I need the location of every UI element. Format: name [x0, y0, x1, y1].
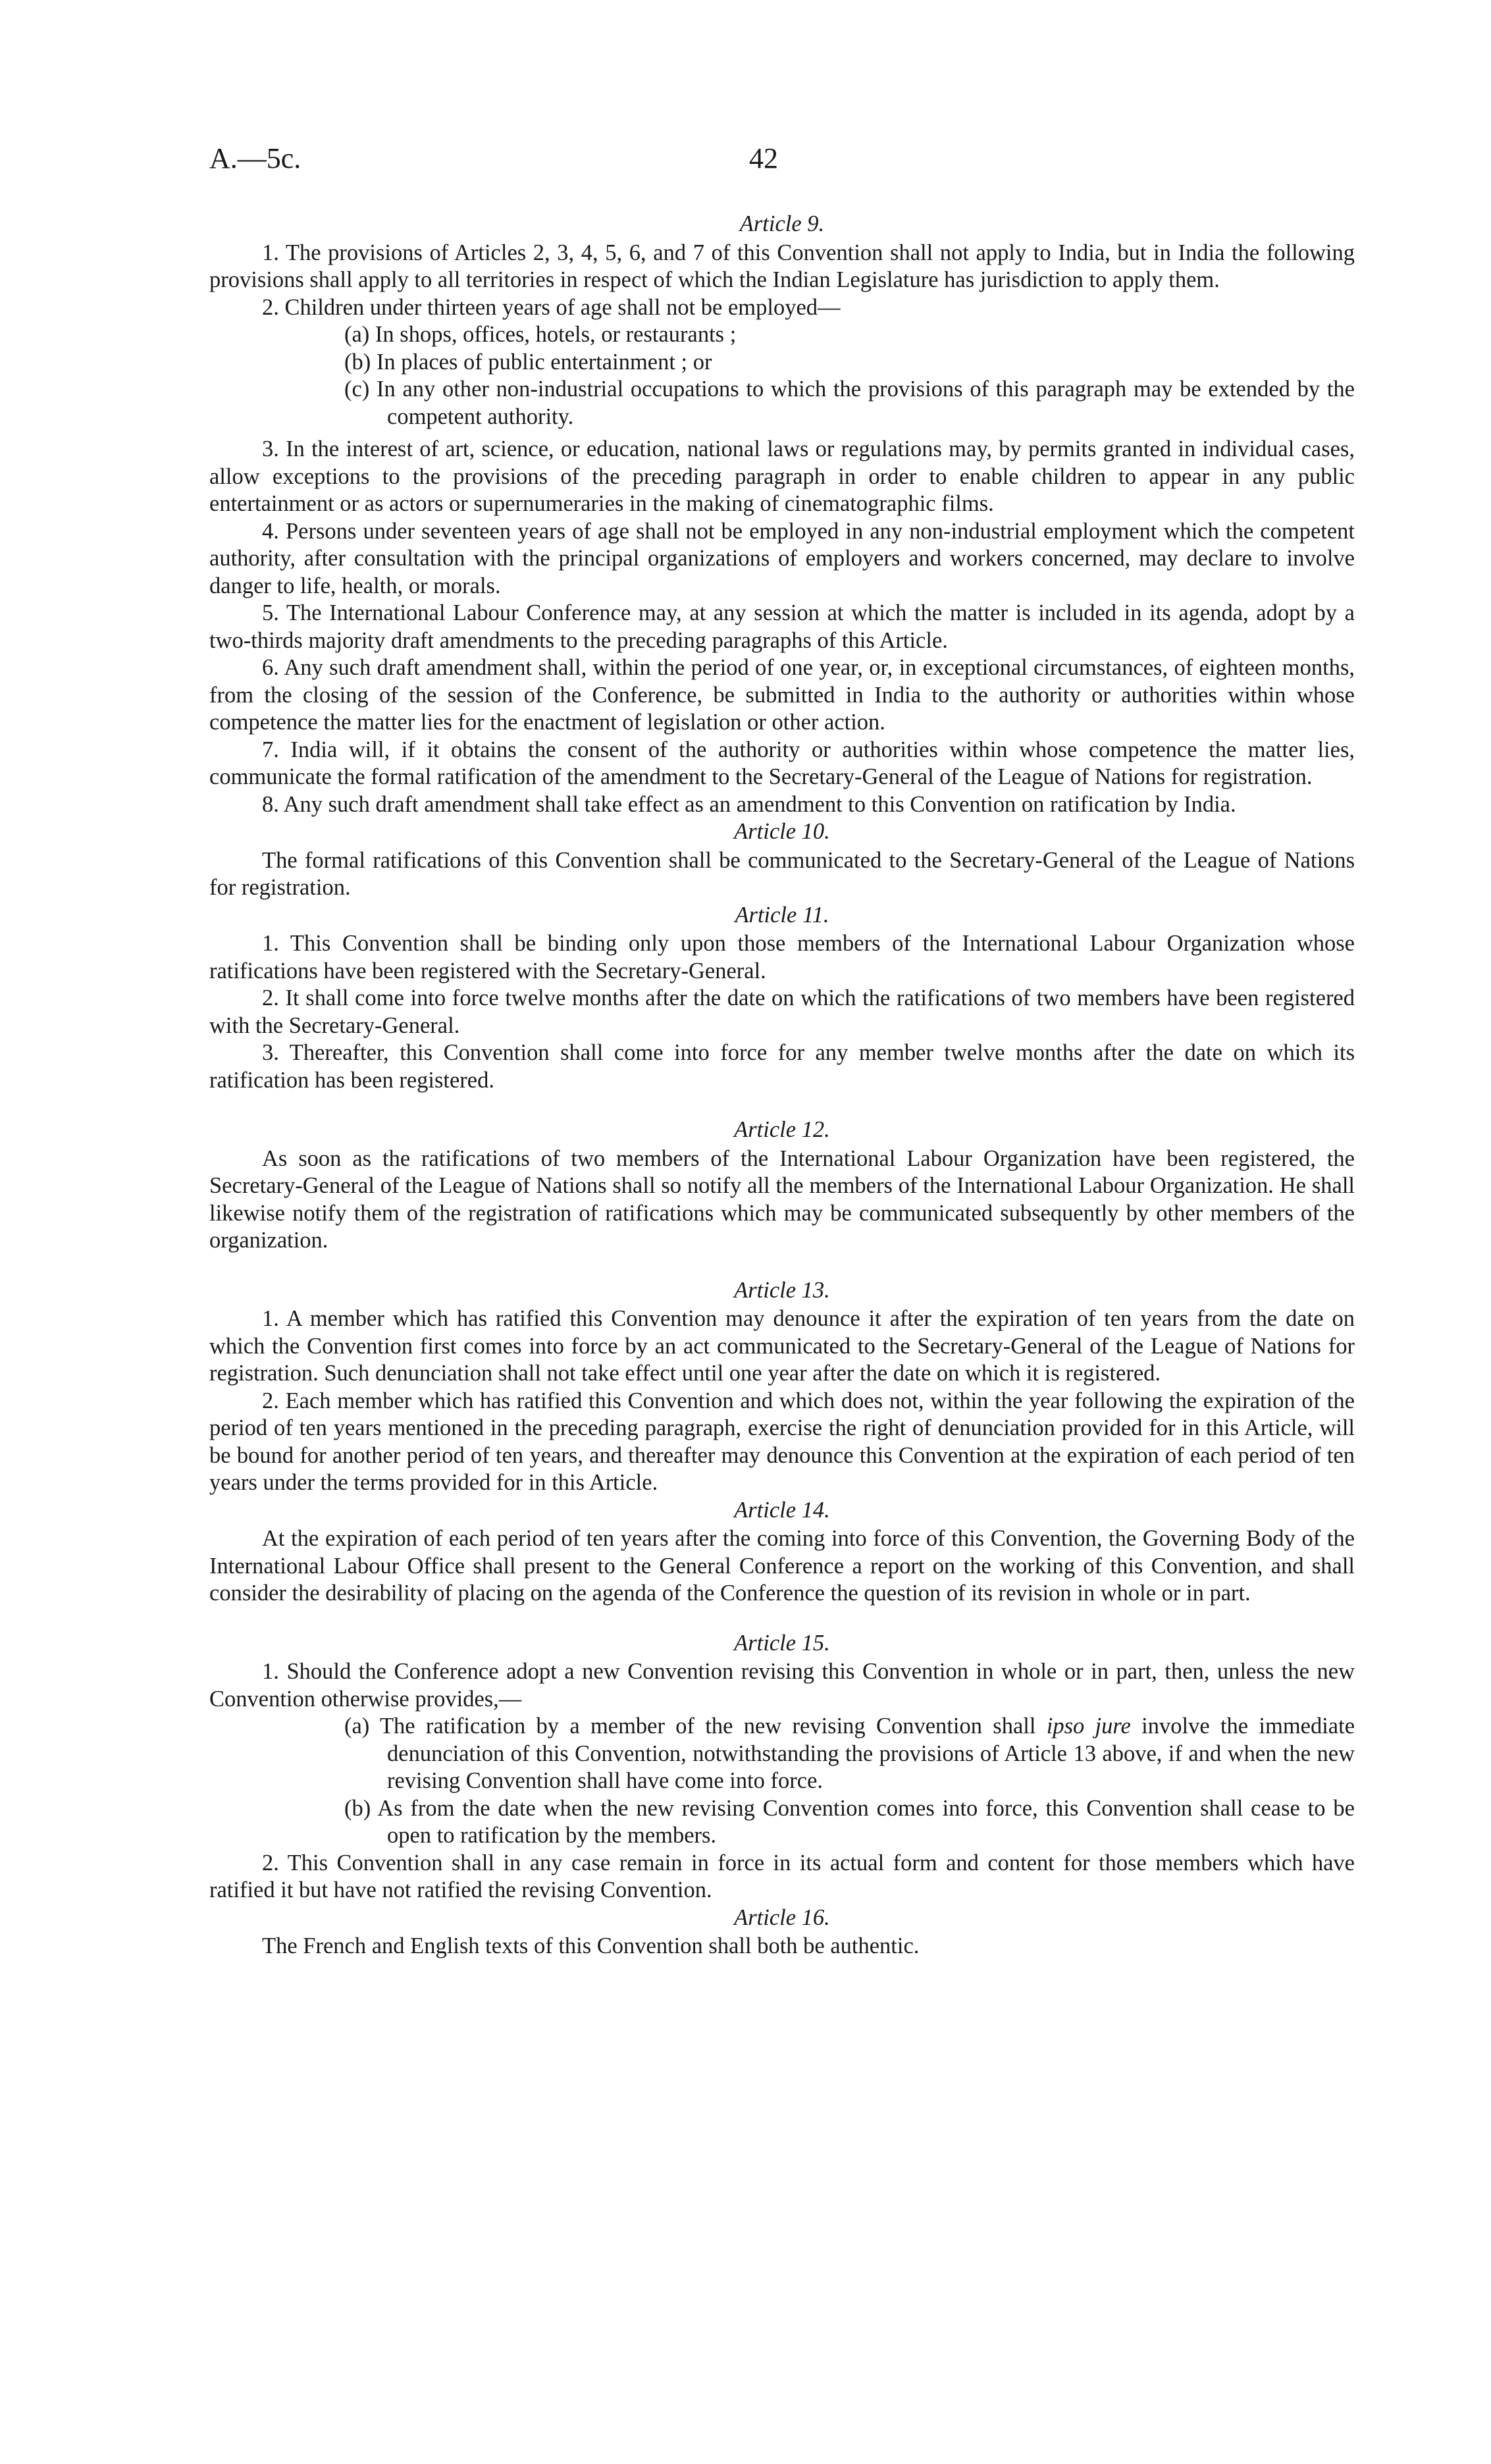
paragraph: 1. Should the Conference adopt a new Convention revising this Convention in whole or in part, then, unless the new Convention otherwise provides,—: [209, 1659, 1355, 1712]
sub-clause: (b) In places of public entertainment ; or: [344, 349, 712, 375]
article-heading: Article 13.: [734, 1277, 830, 1303]
paragraph: 2. Each member which has ratified this Convention and which does not, within the year following the expiration of the period of ten years mentioned in the preceding paragraph, exercise the right of denunciation provided for in this Article, will be bound for another period of ten years, and thereafter may denounce this Convention at the expiration of each period of ten years under the terms provided for in this Article.: [209, 1388, 1355, 1495]
paragraph: As soon as the ratifications of two members of the International Labour Organization have been registered, the Secretary-General of the League of Nations shall so notify all the members of the International Labour Organization. He shall likewise notify them of the registration of ratifications which may be communicated subsequently by other members of the organization.: [209, 1145, 1355, 1253]
paragraph: 2. It shall come into force twelve months after the date on which the ratifications of two members have been registered with the Secretary-General.: [209, 985, 1355, 1038]
paragraph: 2. This Convention shall in any case remain in force in its actual form and content for those members which have ratified it but have not ratified the revising Convention.: [209, 1850, 1355, 1902]
paragraph: 2. Children under thirteen years of age shall not be employed—: [262, 294, 841, 320]
paragraph: 1. This Convention shall be binding only upon those members of the International Labour Organization whose ratifications have been registered with the Secretary-General.: [209, 931, 1355, 983]
paragraph: 5. The International Labour Conference may, at any session at which the matter is included in its agenda, adopt by a two-thirds majority draft amendments to the preceding paragraphs of this Article.: [209, 600, 1355, 653]
article-15: [209, 1630, 1355, 1904]
article-9: [209, 211, 1355, 818]
article-12: [209, 1116, 1355, 1255]
article-11: [209, 902, 1355, 1095]
paragraph: 4. Persons under seventeen years of age shall not be employed in any non-industrial employment which the competent authority, after consultation with the principal organizations of employers and workers concerned, may declare to involve danger to life, health, or morals.: [209, 518, 1355, 598]
sub-clause: (b) As from the date when the new revising Convention comes into force, this Convention shall cease to be open to ratification by the members.: [344, 1795, 1355, 1848]
document-reference: A.—5c.: [209, 142, 301, 174]
paragraph: 7. India will, if it obtains the consent of the authority or authorities within whose competence the matter lies, communicate the formal ratification of the amendment to the Secretary-General of the League of Nations for registration.: [209, 737, 1355, 789]
paragraph: The French and English texts of this Convention shall both be authentic.: [262, 1933, 920, 1958]
paragraph: 3. In the interest of art, science, or education, national laws or regulations may, by permits granted in individual cases, allow exceptions to the provisions of the preceding paragraph in order to enable children to appear in any public entertainment or as actors or supernumeraries in the making of cinematographic films.: [209, 436, 1355, 516]
sub-clause: (c) In any other non-industrial occupations to which the provisions of this paragraph may be extended by the competent authority.: [344, 377, 1355, 429]
paragraph: The formal ratifications of this Convention shall be communicated to the Secretary-General of the League of Nations for registration.: [209, 847, 1355, 900]
article-16: [209, 1904, 1355, 1960]
sub-clause: [308, 1713, 1355, 1795]
article-heading: Article 12.: [734, 1117, 830, 1142]
article-heading: Article 16.: [734, 1904, 830, 1930]
document-body: [209, 211, 1355, 1960]
article-heading: Article 11.: [735, 902, 829, 928]
sub-clause: (a) In shops, offices, hotels, or restaurants ;: [344, 322, 737, 347]
article-heading: Article 15.: [734, 1630, 830, 1656]
paragraph: 1. The provisions of Articles 2, 3, 4, 5, 6, and 7 of this Convention shall not apply to India, but in India the following provisions shall apply to all territories in respect of which the Indian Legislature has jurisdiction to apply them.: [209, 240, 1355, 292]
article-14: [209, 1497, 1355, 1608]
page-number: 42: [749, 142, 778, 174]
article-10: [209, 818, 1355, 902]
article-heading: Article 10.: [734, 819, 830, 844]
page-header: [209, 142, 1355, 181]
latin-phrase: ipso jure: [1046, 1714, 1131, 1739]
article-13: [209, 1277, 1355, 1497]
paragraph: At the expiration of each period of ten years after the coming into force of this Convention, the Governing Body of the International Labour Office shall present to the General Conference a report on the working of this Convention, and shall consider the desirability of placing on the agenda of the Conference the question of its revision in whole or in part.: [209, 1526, 1355, 1606]
paragraph: 8. Any such draft amendment shall take effect as an amendment to this Convention on ratification by India.: [262, 791, 1236, 817]
sub-clause-text: involve the immediate denunciation of this Convention, notwithstanding the provisions of Article 13 above, if and when the new revising Convention shall have come into force.: [387, 1714, 1355, 1793]
paragraph: 3. Thereafter, this Convention shall come into force for any member twelve months after the date on which its ratification has been registered.: [209, 1040, 1355, 1093]
paragraph: 1. A member which has ratified this Convention may denounce it after the expiration of ten years from the date on which the Convention first comes into force by an act communicated to the Secretary-General of the League of Nations for registration. Such denunciation shall not take effect until one year after the date on which it is registered.: [209, 1306, 1355, 1386]
paragraph: 6. Any such draft amendment shall, within the period of one year, or, in exceptional circumstances, of eighteen months, from the closing of the session of the Conference, be submitted in India to the authority or authorities within whose competence the matter lies for the enactment of legislation or other action.: [209, 655, 1355, 735]
article-heading: Article 9.: [739, 211, 825, 236]
article-heading: Article 14.: [734, 1497, 830, 1523]
sub-clause-text: (a) The ratification by a member of the new revising Convention shall: [344, 1714, 1036, 1739]
